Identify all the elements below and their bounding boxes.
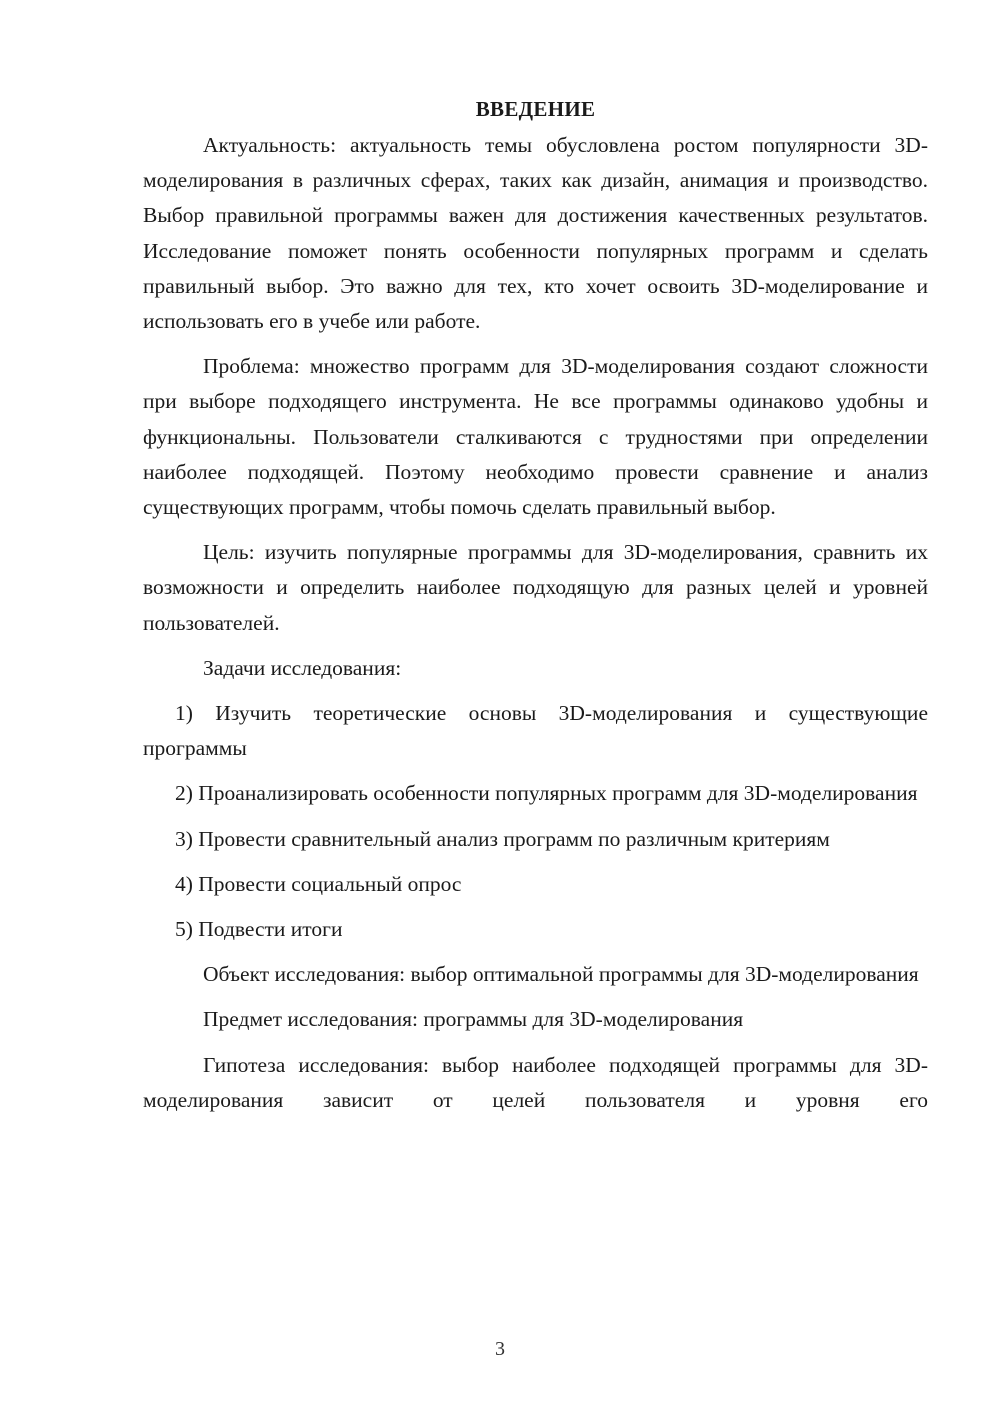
- problem-paragraph: Проблема: множество программ для 3D-моделирования создают сложности при выборе подходящего инструмента. Не все программы одинаково удобны и функциональны. Пользователи сталкиваются с трудностями при определении наиболее подходящей. Поэтому необходимо провести сравнение и анализ существующих программ, чтобы помочь сделать правильный выбор.: [143, 354, 928, 520]
- subject-paragraph: Предмет исследования: программы для 3D-моделирования: [203, 1007, 744, 1032]
- hypothesis-paragraph: Гипотеза исследования: выбор наиболее подходящей программы для 3D-моделирования зависит от целей пользователя и уровня его: [143, 1052, 928, 1112]
- section-heading: ВВЕДЕНИЕ: [475, 97, 596, 121]
- tasks-title: Задачи исследования:: [203, 655, 402, 680]
- goal-paragraph: Цель: изучить популярные программы для 3D-моделирования, сравнить их возможности и определить наиболее подходящую для разных целей и уровней пользователей.: [143, 540, 928, 635]
- task-item-2: 2) Проанализировать особенности популярных программ для 3D-моделирования: [175, 781, 918, 806]
- page-number: 3: [495, 1338, 505, 1360]
- object-paragraph: Объект исследования: выбор оптимальной программы для 3D-моделирования: [203, 962, 919, 987]
- task-item-3: 3) Провести сравнительный анализ программ по различным критериям: [175, 826, 830, 851]
- page-content: [143, 92, 928, 1128]
- task-item-4: 4) Провести социальный опрос: [175, 871, 462, 896]
- relevance-paragraph: Актуальность: актуальность темы обусловлена ростом популярности 3D-моделирования в различных сферах, таких как дизайн, анимация и производство. Выбор правильной программы важен для достижения качественных результатов. Исследование поможет понять особенности популярных программ и сделать правильный выбор. Это важно для тех, кто хочет освоить 3D-моделирование и использовать его в учебе или работе.: [143, 133, 928, 334]
- task-item-5: 5) Подвести итоги: [175, 917, 343, 942]
- task-item-1: 1) Изучить теоретические основы 3D-моделирования и существующие программы: [143, 701, 928, 761]
